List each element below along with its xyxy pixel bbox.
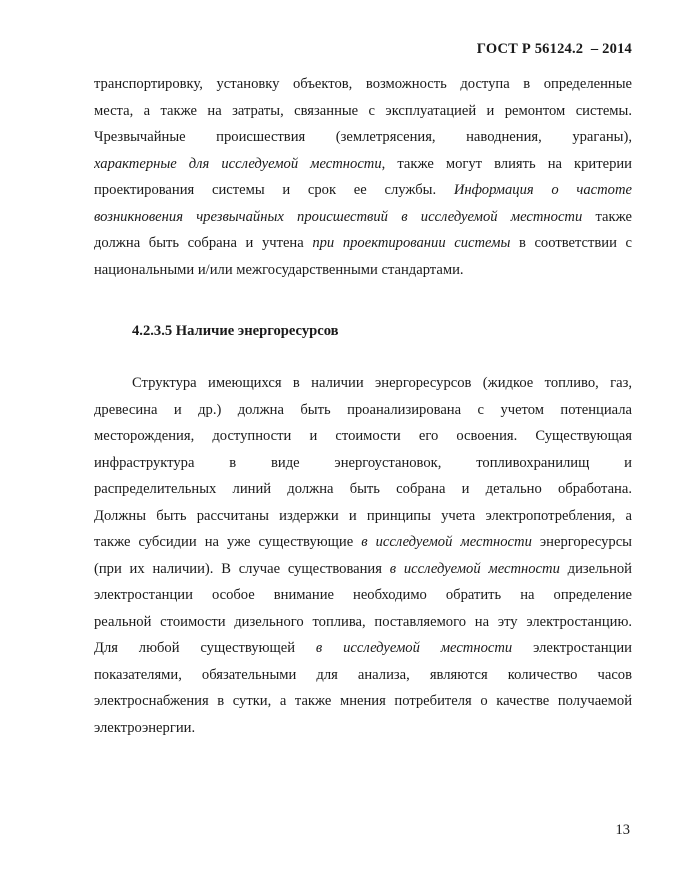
text-line [94, 529, 632, 556]
text-segment: дизельной [559, 560, 632, 577]
italic-text: в исследуемой местности [389, 560, 560, 577]
text-line: месторождения, доступности и стоимости его освоения. Существующая [94, 428, 632, 444]
text-line: электростанции особое внимание необходимо обратить на определение [94, 587, 632, 603]
text-line: национальными и/или межгосударственными стандартами. [94, 261, 464, 278]
page-number: 13 [615, 822, 630, 838]
text-segment: (при их наличии). В случае существования [94, 560, 390, 577]
text-segment: проектирования системы и срок ее службы. [94, 182, 454, 198]
text-line: Структура имеющихся в наличии энергоресурсов (жидкое топливо, газ, [132, 375, 632, 391]
italic-text: в исследуемой местности [315, 640, 513, 656]
text-segment: также субсидии на уже существующие [94, 534, 362, 550]
section-title: 4.2.3.5 Наличие энергоресурсов [132, 323, 339, 339]
text-line [94, 177, 632, 204]
text-line [94, 230, 632, 257]
text-line [94, 151, 632, 178]
text-line: места, а также на затраты, связанные с эксплуатацией и ремонтом системы. [94, 102, 632, 119]
text-line: Чрезвычайные происшествия (землетрясения, наводнения, ураганы), [94, 129, 632, 145]
text-line [94, 556, 632, 583]
text-line: древесина и др.) должна быть проанализирована с учетом потенциала [94, 401, 632, 418]
text-line: инфраструктура в виде энергоустановок, топливохранилищ и [94, 454, 632, 471]
text-segment: , также могут влиять на критерии [381, 155, 632, 172]
text-line: показателями, обязательными для анализа, являются количество часов [94, 666, 632, 683]
text-line: распределительных линий должна быть собрана и детально обработана. [94, 481, 632, 497]
document-header: ГОСТ Р 56124.2 – 2014 [476, 41, 632, 57]
italic-text: в исследуемой местности [361, 534, 532, 550]
paragraph-2 [94, 370, 632, 741]
text-segment: энергоресурсы [531, 534, 632, 550]
italic-text: возникновения чрезвычайных происшествий в исследуемой местности [94, 208, 583, 225]
italic-text: Информация о частоте [453, 182, 632, 198]
text-line: электроэнергии. [94, 719, 196, 736]
text-segment: Для любой существующей [94, 640, 316, 656]
text-segment: в соответствии с [510, 235, 632, 251]
text-segment: должна быть собрана и учтена [94, 235, 313, 251]
text-line: транспортировку, установку объектов, возможность доступа в определенные [94, 76, 632, 92]
text-line [94, 635, 632, 662]
italic-text: при проектировании системы [312, 235, 511, 251]
text-segment: электростанции [512, 640, 632, 656]
text-line [94, 204, 632, 231]
text-line: реальной стоимости дизельного топлива, поставляемого на эту электростанцию. [94, 613, 632, 630]
paragraph-1 [94, 71, 632, 283]
text-line: электроснабжения в сутки, а также мнения потребителя о качестве получаемой [94, 693, 632, 709]
text-line: Должны быть рассчитаны издержки и принципы учета электропотребления, а [94, 507, 632, 524]
italic-text: характерные для исследуемой местности [94, 155, 382, 172]
text-segment: также [582, 208, 632, 225]
